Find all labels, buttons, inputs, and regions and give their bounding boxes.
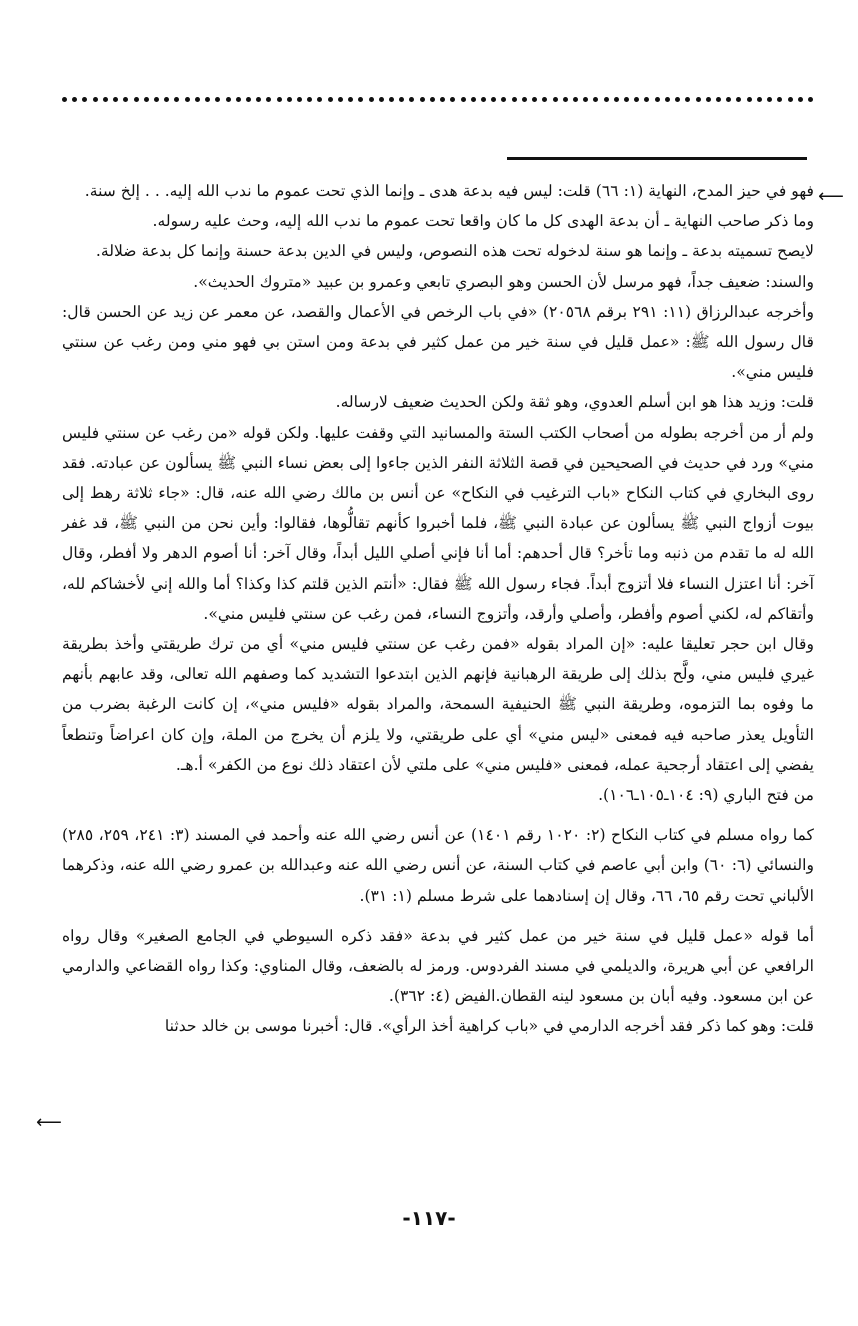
separator-dot	[62, 97, 67, 102]
separator-dot	[440, 97, 445, 102]
separator-dot	[348, 97, 353, 102]
separator-dot	[491, 97, 496, 102]
separator-dot	[205, 97, 210, 102]
separator-dot	[256, 97, 261, 102]
page-text	[62, 176, 814, 1042]
separator-dot	[389, 97, 394, 102]
separator-dot	[420, 97, 425, 102]
separator-dot	[430, 97, 435, 102]
separator-dot	[736, 97, 741, 102]
separator-dot	[655, 97, 660, 102]
separator-dot	[706, 97, 711, 102]
separator-dot	[573, 97, 578, 102]
paragraph-5: وأخرجه عبدالرزاق (١١: ٢٩١ برقم ٢٠٥٦٨) «في باب الرخص في الأعمال والقصد، عن معمر عن زيد عن الحسن قال: قال رسول الله ﷺ: «عمل قليل في سنة خير من عمل كثير في بدعة ومن استن بي فهو مني ومن رغب عن سنتي فليس مني».	[62, 302, 814, 382]
separator-dot	[563, 97, 568, 102]
separator-dot	[358, 97, 363, 102]
separator-dot	[226, 97, 231, 102]
separator-dot	[399, 97, 404, 102]
separator-dot	[195, 97, 200, 102]
separator-dot	[604, 97, 609, 102]
separator-dot	[716, 97, 721, 102]
paragraph-10: كما رواه مسلم في كتاب النكاح (٢: ١٠٢٠ رقم ١٤٠١) عن أنس رضي الله عنه وأحمد في المسند (٣: ٢٤١، ٢٥٩، ٢٨٥) والنسائي (٦: ٦٠) وابن أبي عاصم في كتاب السنة، عن أنس رضي الله عنه وعبدالله بن عمرو رضي الله عنه، وذكرهما الألباني تحت رقم ٦٥، ٦٦، وقال إن إسنادهما على شرط مسلم (١: ٣١).	[62, 826, 814, 905]
separator-dot	[317, 97, 322, 102]
paragraph-11: أما قوله «عمل قليل في سنة خير من عمل كثير في بدعة «فقد ذكره السيوطي في الجامع الصغير» وقال رواه الرافعي عن أبي هريرة، والديلمي في مسند الفردوس. ورمز له بالضعف، وقال المناوي: وكذا رواه القضاعي والدارمي عن ابن مسعود. وفيه أبان بن مسعود لينه القطان.الفيض (٤: ٣٦٢).	[62, 926, 814, 1006]
separator-dot	[461, 97, 466, 102]
separator-dot	[471, 97, 476, 102]
separator-dot	[777, 97, 782, 102]
separator-dot	[726, 97, 731, 102]
separator-dot	[583, 97, 588, 102]
separator-dot	[164, 97, 169, 102]
continuation-arrow-icon: ⟵	[818, 186, 844, 207]
separator-dot	[174, 97, 179, 102]
separator-dot	[236, 97, 241, 102]
separator-dot	[553, 97, 558, 102]
separator-dot	[481, 97, 486, 102]
paragraph-8: وقال ابن حجر تعليقا عليه: «إن المراد بقوله «فمن رغب عن سنتي فليس مني» أي من ترك طريقتي وأخذ بطريقة غيري فليس مني، ولَّح بذلك إلى طريقة الرهبانية فإنهم الذين ابتدعوا التشديد كما وصفهم الله تعالى، وقد عابهم بأنهم ما وفوه بما التزموه، وطريقة النبي ﷺ الحنيفية السمحة، والمراد بقوله «فليس مني»، إن كانت الرغبة بضرب من التأويل يعذر صاحبه فيه فمعنى «ليس مني» أي على طريقتي، ولا يلزم أن يخرج من الملة، وإن كان اعراضاً وتنطعاً يفضي إلى اعتقاد أرجحية عمله، فمعنى «فليس مني» على ملتي لأن اعتقاد ذلك نوع من الكفر» أ.هـ.	[62, 635, 814, 774]
separator-dot	[757, 97, 762, 102]
separator-dot	[542, 97, 547, 102]
separator-dot	[185, 97, 190, 102]
paragraph-1: فهو في حيز المدح، النهاية (١: ٦٦) قلت: ليس فيه بدعة هدى ـ وإنما الذي تحت عموم ما ندب الله إليه. . . إلخ سنة.	[84, 182, 814, 200]
footnote-rule	[507, 157, 807, 160]
separator-dot	[767, 97, 772, 102]
separator-dot	[369, 97, 374, 102]
separator-dot	[696, 97, 701, 102]
separator-dot	[532, 97, 537, 102]
separator-dot	[614, 97, 619, 102]
separator-dot	[103, 97, 108, 102]
separator-dot	[154, 97, 159, 102]
separator-dot	[798, 97, 803, 102]
separator-dot	[215, 97, 220, 102]
separator-dot	[113, 97, 118, 102]
separator-dot	[624, 97, 629, 102]
paragraph-9: من فتح الباري (٩: ١٠٤ـ١٠٥ـ١٠٦).	[598, 786, 814, 805]
separator-dot	[675, 97, 680, 102]
paragraph-7: ولم أر من أخرجه بطوله من أصحاب الكتب الستة والمسانيد التي وقفت عليها. ولكن قوله «من رغب عن سنتي فليس مني» ورد في حديث في الصحيحين في قصة الثلاثة النفر الذين جاءوا إلى بعض نساء النبي ﷺ يسألون عن عبادته. فقد روى البخاري في كتاب النكاح «باب الترغيب في النكاح» عن أنس بن مالك رضي الله عنه، قال: «جاء ثلاثة رهط إلى بيوت أزواج النبي ﷺ يسألون عن عبادة النبي ﷺ، فلما أخبروا كأنهم تقالُّوها، فقالوا: وأين نحن من النبي ﷺ، قد غفر الله له ما تقدم من ذنبه وما تأخر؟ قال أحدهم: أما أنا فإني أصلي الليل أبداً، وقال آخر: أنا أصوم الدهر ولا أفطر، وقال آخر: أنا اعتزل النساء فلا أتزوج أبداً. فجاء رسول الله ﷺ فقال: «أنتم الذين قلتم كذا وكذا؟ أما والله إني لأخشاكم لله، وأتقاكم له، لكني أصوم وأفطر، وأصلي وأرقد، وأتزوج النساء، فمن رغب عن سنتي فليس مني».	[62, 423, 814, 623]
separator-dot	[297, 97, 302, 102]
separator-dot	[450, 97, 455, 102]
separator-dot	[409, 97, 414, 102]
separator-dot	[266, 97, 271, 102]
separator-dot	[287, 97, 292, 102]
separator-dot	[379, 97, 384, 102]
separator-dot	[512, 97, 517, 102]
paragraph-4: والسند: ضعيف جداً، فهو مرسل لأن الحسن وهو البصري تابعي وعمرو بن عبيد «متروك الحديث».	[193, 272, 814, 291]
separator-dot	[246, 97, 251, 102]
page-number: -١١٧-	[402, 1206, 456, 1230]
separator-dot	[685, 97, 690, 102]
separator-dot	[644, 97, 649, 102]
separator-dot	[134, 97, 139, 102]
separator-dot	[277, 97, 282, 102]
paragraph-12: قلت: وهو كما ذكر فقد أخرجه الدارمي في «باب كراهية أخذ الرأي». قال: أخبرنا موسى بن خالد حدثنا	[164, 1017, 814, 1036]
separator-dot	[808, 97, 813, 102]
separator-dot	[634, 97, 639, 102]
separator-dot	[93, 97, 98, 102]
separator-dot	[747, 97, 752, 102]
continuation-arrow-icon: ⟵	[36, 1112, 62, 1133]
separator-dot	[82, 97, 87, 102]
separator-dot	[123, 97, 128, 102]
paragraph-2: وما ذكر صاحب النهاية ـ أن بدعة الهدى كل ما كان واقعا تحت عموم ما ندب الله إليه، وحث عليه رسوله.	[152, 212, 814, 231]
separator-dot	[665, 97, 670, 102]
separator-dot	[328, 97, 333, 102]
separator-dot	[144, 97, 149, 102]
paragraph-3: لايصح تسميته بدعة ـ وإنما هو سنة لدخوله تحت هذه النصوص، وليس في الدين بدعة حسنة وإنما كل بدعة ضلالة.	[95, 242, 814, 261]
separator-dot	[522, 97, 527, 102]
separator-dot	[788, 97, 793, 102]
separator-dot	[593, 97, 598, 102]
separator-dot	[501, 97, 506, 102]
separator-dot	[72, 97, 77, 102]
paragraph-6: قلت: وزيد هذا هو ابن أسلم العدوي، وهو ثقة ولكن الحديث ضعيف لارساله.	[335, 393, 814, 412]
separator-dot	[307, 97, 312, 102]
separator-dot	[338, 97, 343, 102]
dotted-separator	[62, 92, 814, 106]
